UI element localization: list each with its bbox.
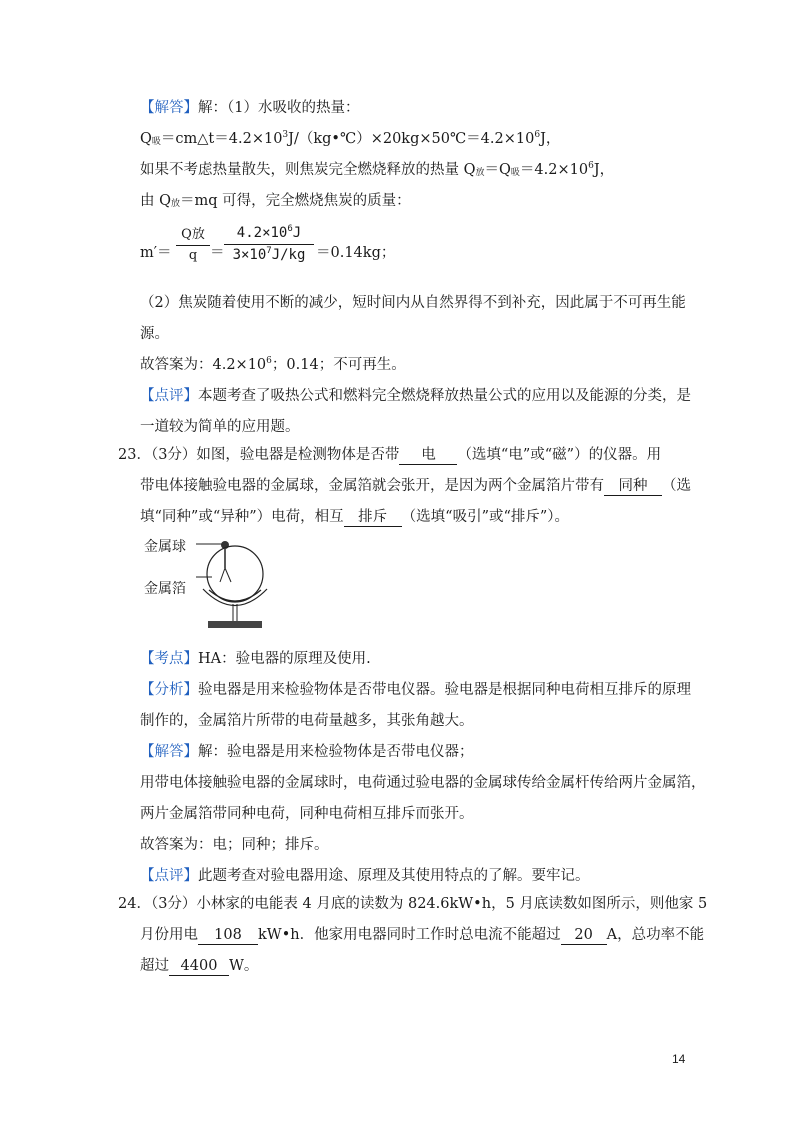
text: 填“同种”或“异种”）电荷，相互 — [140, 509, 344, 525]
q23-fenxi — [140, 679, 691, 701]
answer-blank: 4400 — [169, 957, 229, 976]
exponent: 7 — [266, 246, 272, 256]
symbol-q: Q — [140, 131, 152, 147]
subscript: 放 — [475, 168, 485, 178]
q23-stem-line1 — [118, 444, 661, 466]
numerator-value: 4.2×10 — [236, 225, 288, 241]
text: ；0.14；不可再生。 — [271, 357, 406, 373]
fraction-numerator: Q放 — [181, 227, 205, 242]
exponent: 6 — [287, 224, 293, 234]
numerator-unit: J — [292, 225, 302, 241]
fraction-denominator: q — [188, 248, 198, 263]
text: ＝4.2×10 — [519, 162, 589, 178]
fraction-bar — [176, 245, 210, 246]
fraction-numerator — [224, 224, 314, 243]
solution1-comment-line2: 一道较为简单的应用题。 — [140, 419, 300, 435]
text: 由 Q — [140, 193, 171, 209]
fraction-equals: ＝ — [210, 245, 225, 261]
kaodian-tag: 【考点】 — [140, 651, 198, 667]
exponent: 6 — [588, 161, 594, 171]
formula-part: J/（kg•℃）×20kg×50℃＝4.2×10 — [288, 131, 535, 147]
fraction-values — [224, 224, 314, 265]
denominator-value: 3×10 — [232, 247, 267, 263]
fenxi-text: 验电器是用来检验物体是否带电仪器。验电器是根据同种电荷相互排斥的原理 — [198, 682, 691, 698]
text: A，总功率不能 — [606, 927, 705, 943]
q23-dianping — [140, 865, 590, 887]
exponent: 3 — [282, 130, 289, 140]
text: ＝Q — [484, 162, 511, 178]
subscript: 吸 — [510, 168, 520, 178]
part2-line1: （2）焦炭随着使用不断的减少，短时间内从自然界得不到补充，因此属于不可再生能 — [140, 295, 686, 311]
answer-blank: 108 — [198, 926, 258, 945]
heat-released-line — [140, 159, 614, 181]
kaodian-text: HA：验电器的原理及使用. — [198, 651, 371, 667]
text: （3分）如图，验电器是检测物体是否带 — [150, 447, 400, 463]
fenxi-tag: 【分析】 — [140, 682, 198, 698]
label-metal-ball: 金属球 — [144, 538, 186, 554]
page-number: 14 — [672, 1052, 686, 1066]
subscript: 吸 — [151, 137, 161, 147]
q23-fenxi-line2: 制作的，金属箔片所带的电荷量越多，其张角越大。 — [140, 713, 474, 729]
solution1-comment — [140, 385, 691, 407]
formula-part: ＝cm△t＝4.2×10 — [160, 131, 283, 147]
text: （选填“吸引”或“排斥”）。 — [401, 509, 570, 525]
subscript: 放 — [171, 199, 181, 209]
q23-jieda-line3: 两片金属箔带同种电荷，同种电荷相互排斥而张开。 — [140, 806, 474, 822]
text: 超过 — [140, 958, 169, 974]
question-number: 24． — [118, 896, 151, 912]
q23-stem-line3 — [140, 506, 569, 528]
answer-blank: 同种 — [604, 477, 662, 496]
text: 月份用电 — [140, 927, 198, 943]
question-number: 23． — [118, 447, 151, 463]
q23-jieda-line2: 用带电体接触验电器的金属球时，电荷通过验电器的金属球传给金属杆传给两片金属箔， — [140, 775, 706, 791]
q23-jieda — [140, 741, 474, 763]
formula-part: J， — [540, 131, 561, 147]
exponent: 6 — [534, 130, 541, 140]
comment-tag: 【点评】 — [140, 388, 198, 404]
solution-tag: 【解答】 — [140, 100, 198, 116]
dianping-tag: 【点评】 — [140, 868, 198, 884]
part2-line2: 源。 — [140, 326, 169, 342]
jieda-tag: 【解答】 — [140, 744, 198, 760]
comment-text: 本题考查了吸热公式和燃料完全燃烧释放热量公式的应用以及能源的分类，是 — [198, 388, 691, 404]
text: （3分）小林家的电能表 4 月底的读数为 824.6kW•h，5 月底读数如图所示，则他家 5 — [150, 896, 708, 912]
text: J， — [593, 162, 615, 178]
answer-blank: 20 — [561, 926, 607, 945]
answer-blank: 电 — [399, 446, 457, 465]
fraction-bar — [224, 244, 314, 245]
label-metal-foil: 金属箔 — [144, 580, 186, 596]
q23-stem-line2 — [140, 475, 691, 497]
q24-stem-line3 — [140, 955, 258, 977]
solution-header — [140, 97, 359, 119]
q24-stem-line1 — [118, 893, 707, 915]
text: 故答案为：4.2×10 — [140, 357, 267, 373]
fraction-q-over-q — [176, 226, 210, 265]
q23-answer: 故答案为：电；同种；排斥。 — [140, 837, 329, 853]
fraction-denominator — [224, 246, 314, 265]
mass-lhs: m′＝ — [140, 245, 172, 261]
solution-intro: 解：（1）水吸收的热量： — [198, 100, 360, 116]
answer-blank: 排斥 — [344, 508, 402, 527]
q24-stem-line2 — [140, 924, 704, 946]
text: ＝mq 可得，完全燃烧焦炭的质量： — [180, 193, 411, 209]
text: 带电体接触验电器的金属球，金属箔就会张开，是因为两个金属箔片带有 — [140, 478, 604, 494]
electroscope-figure — [140, 534, 280, 634]
text: kW•h．他家用电器同时工作时总电流不能超过 — [258, 927, 561, 943]
mass-derivation-line — [140, 190, 411, 212]
dianping-text: 此题考查对验电器用途、原理及其使用特点的了解。要牢记。 — [198, 868, 590, 884]
text: （选填“电”或“磁”）的仪器。用 — [457, 447, 662, 463]
solution1-answer — [140, 354, 406, 376]
q23-kaodian — [140, 648, 371, 670]
denominator-unit: J/kg — [271, 247, 306, 263]
text: W。 — [229, 958, 259, 974]
exponent: 6 — [266, 356, 272, 366]
mass-result: ＝0.14kg； — [316, 245, 396, 261]
text: 如果不考虑热量散失，则焦炭完全燃烧释放的热量 Q — [140, 162, 476, 178]
jieda-text: 解：验电器是用来检验物体是否带电仪器； — [198, 744, 474, 760]
text: （选 — [662, 478, 691, 494]
heat-absorbed-formula — [140, 128, 560, 150]
